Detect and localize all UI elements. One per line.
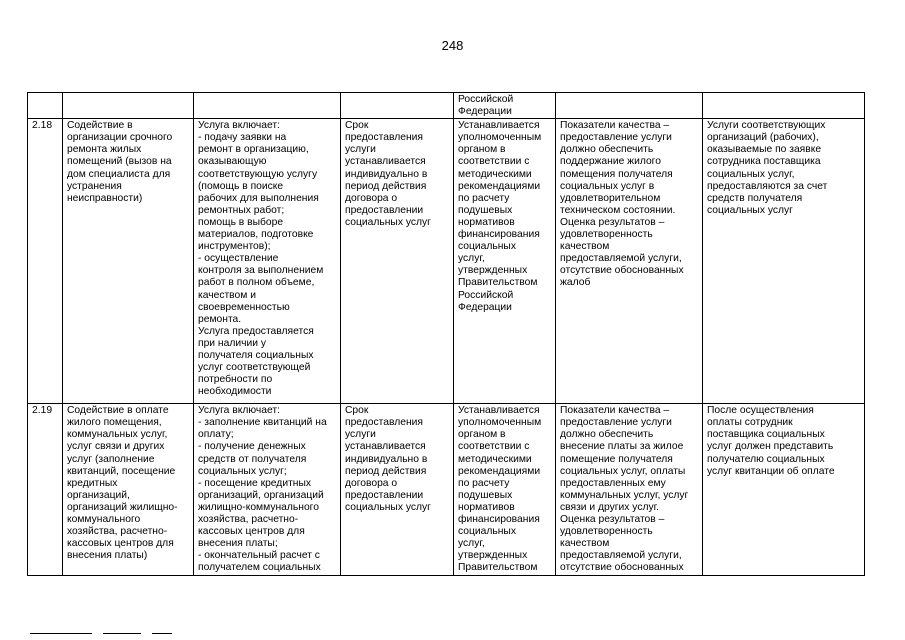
cell-conditions — [703, 93, 865, 119]
table-row — [28, 119, 865, 404]
footer-rule — [103, 633, 141, 634]
cell-number — [28, 93, 63, 119]
cell-quality — [556, 93, 703, 119]
cell-name: Содействие в организации срочного ремонта жилых помещений (вызов на дом специалиста для устранения неисправности) — [63, 119, 194, 404]
cell-name — [63, 93, 194, 119]
page-number: 248 — [441, 38, 464, 53]
cell-conditions: После осуществления оплаты сотрудник поставщика социальных услуг должен представить получателю социальных услуг квитанции об оплате — [703, 404, 865, 575]
cell-term — [341, 93, 454, 119]
cell-description: Услуга включает: - заполнение квитанций на оплату; - получение денежных средств от получателя социальных услуг; - посещение кредитных организаций, организаций жилищно-коммунального хозяйства, расчетно- кассовых центров для внесения платы; - окончательный расчет с получателем социальных — [194, 404, 341, 575]
cell-description — [194, 93, 341, 119]
table-row — [28, 404, 865, 575]
cell-number: 2.19 — [28, 404, 63, 575]
cell-norms: Российской Федерации — [454, 93, 556, 119]
cell-norms: Устанавливается уполномоченным органом в соответствии с методическими рекомендациями по расчету подушевых нормативов финансирования социальных услуг, утвержденных Правительством — [454, 404, 556, 575]
cell-norms: Устанавливается уполномоченным органом в соответствии с методическими рекомендациями по расчету подушевых нормативов финансирования социальных услуг, утвержденных Правительством Российской Федерации — [454, 119, 556, 404]
services-table — [27, 92, 865, 576]
cell-term: Срок предоставления услуги устанавливается индивидуально в период действия договора о предоставлении социальных услуг — [341, 119, 454, 404]
cell-name: Содействие в оплате жилого помещения, коммунальных услуг, услуг связи и других услуг (заполнение квитанций, посещение кредитных организаций, организаций жилищно- коммунального хозяйства, расчетно- кассовых центров для внесения платы) — [63, 404, 194, 575]
cell-number: 2.18 — [28, 119, 63, 404]
cell-quality: Показатели качества – предоставление услуги должно обеспечить внесение платы за жилое помещение получателя социальных услуг, оплаты предоставленных ему коммунальных услуг, услуг связи и других услуг. Оценка результатов – удовлетворенность качеством предоставляемой услуги, отсутствие обоснованных — [556, 404, 703, 575]
footer-rule — [30, 633, 92, 634]
cell-conditions: Услуги соответствующих организаций (рабочих), оказываемые по заявке сотрудника поставщика социальных услуг, предоставляются за счет средств получателя социальных услуг — [703, 119, 865, 404]
footer-rule — [152, 633, 172, 634]
table-row-continuation — [28, 93, 865, 119]
cell-description: Услуга включает: - подачу заявки на ремонт в организацию, оказывающую соответствующую услугу (помощь в поиске рабочих для выполнения ремонтных работ; помощь в выборе материалов, подготовке инструментов); - осуществление контроля за выполнением работ в полном объеме, качеством и своевременностью ремонта. Услуга предоставляется при наличии у получателя социальных услуг соответствующей потребности по необходимости — [194, 119, 341, 404]
cell-quality: Показатели качества – предоставление услуги должно обеспечить поддержание жилого помещения получателя социальных услуг в удовлетворительном техническом состоянии. Оценка результатов – удовлетворенность качеством предоставляемой услуги, отсутствие обоснованных жалоб — [556, 119, 703, 404]
cell-term: Срок предоставления услуги устанавливается индивидуально в период действия договора о предоставлении социальных услуг — [341, 404, 454, 575]
